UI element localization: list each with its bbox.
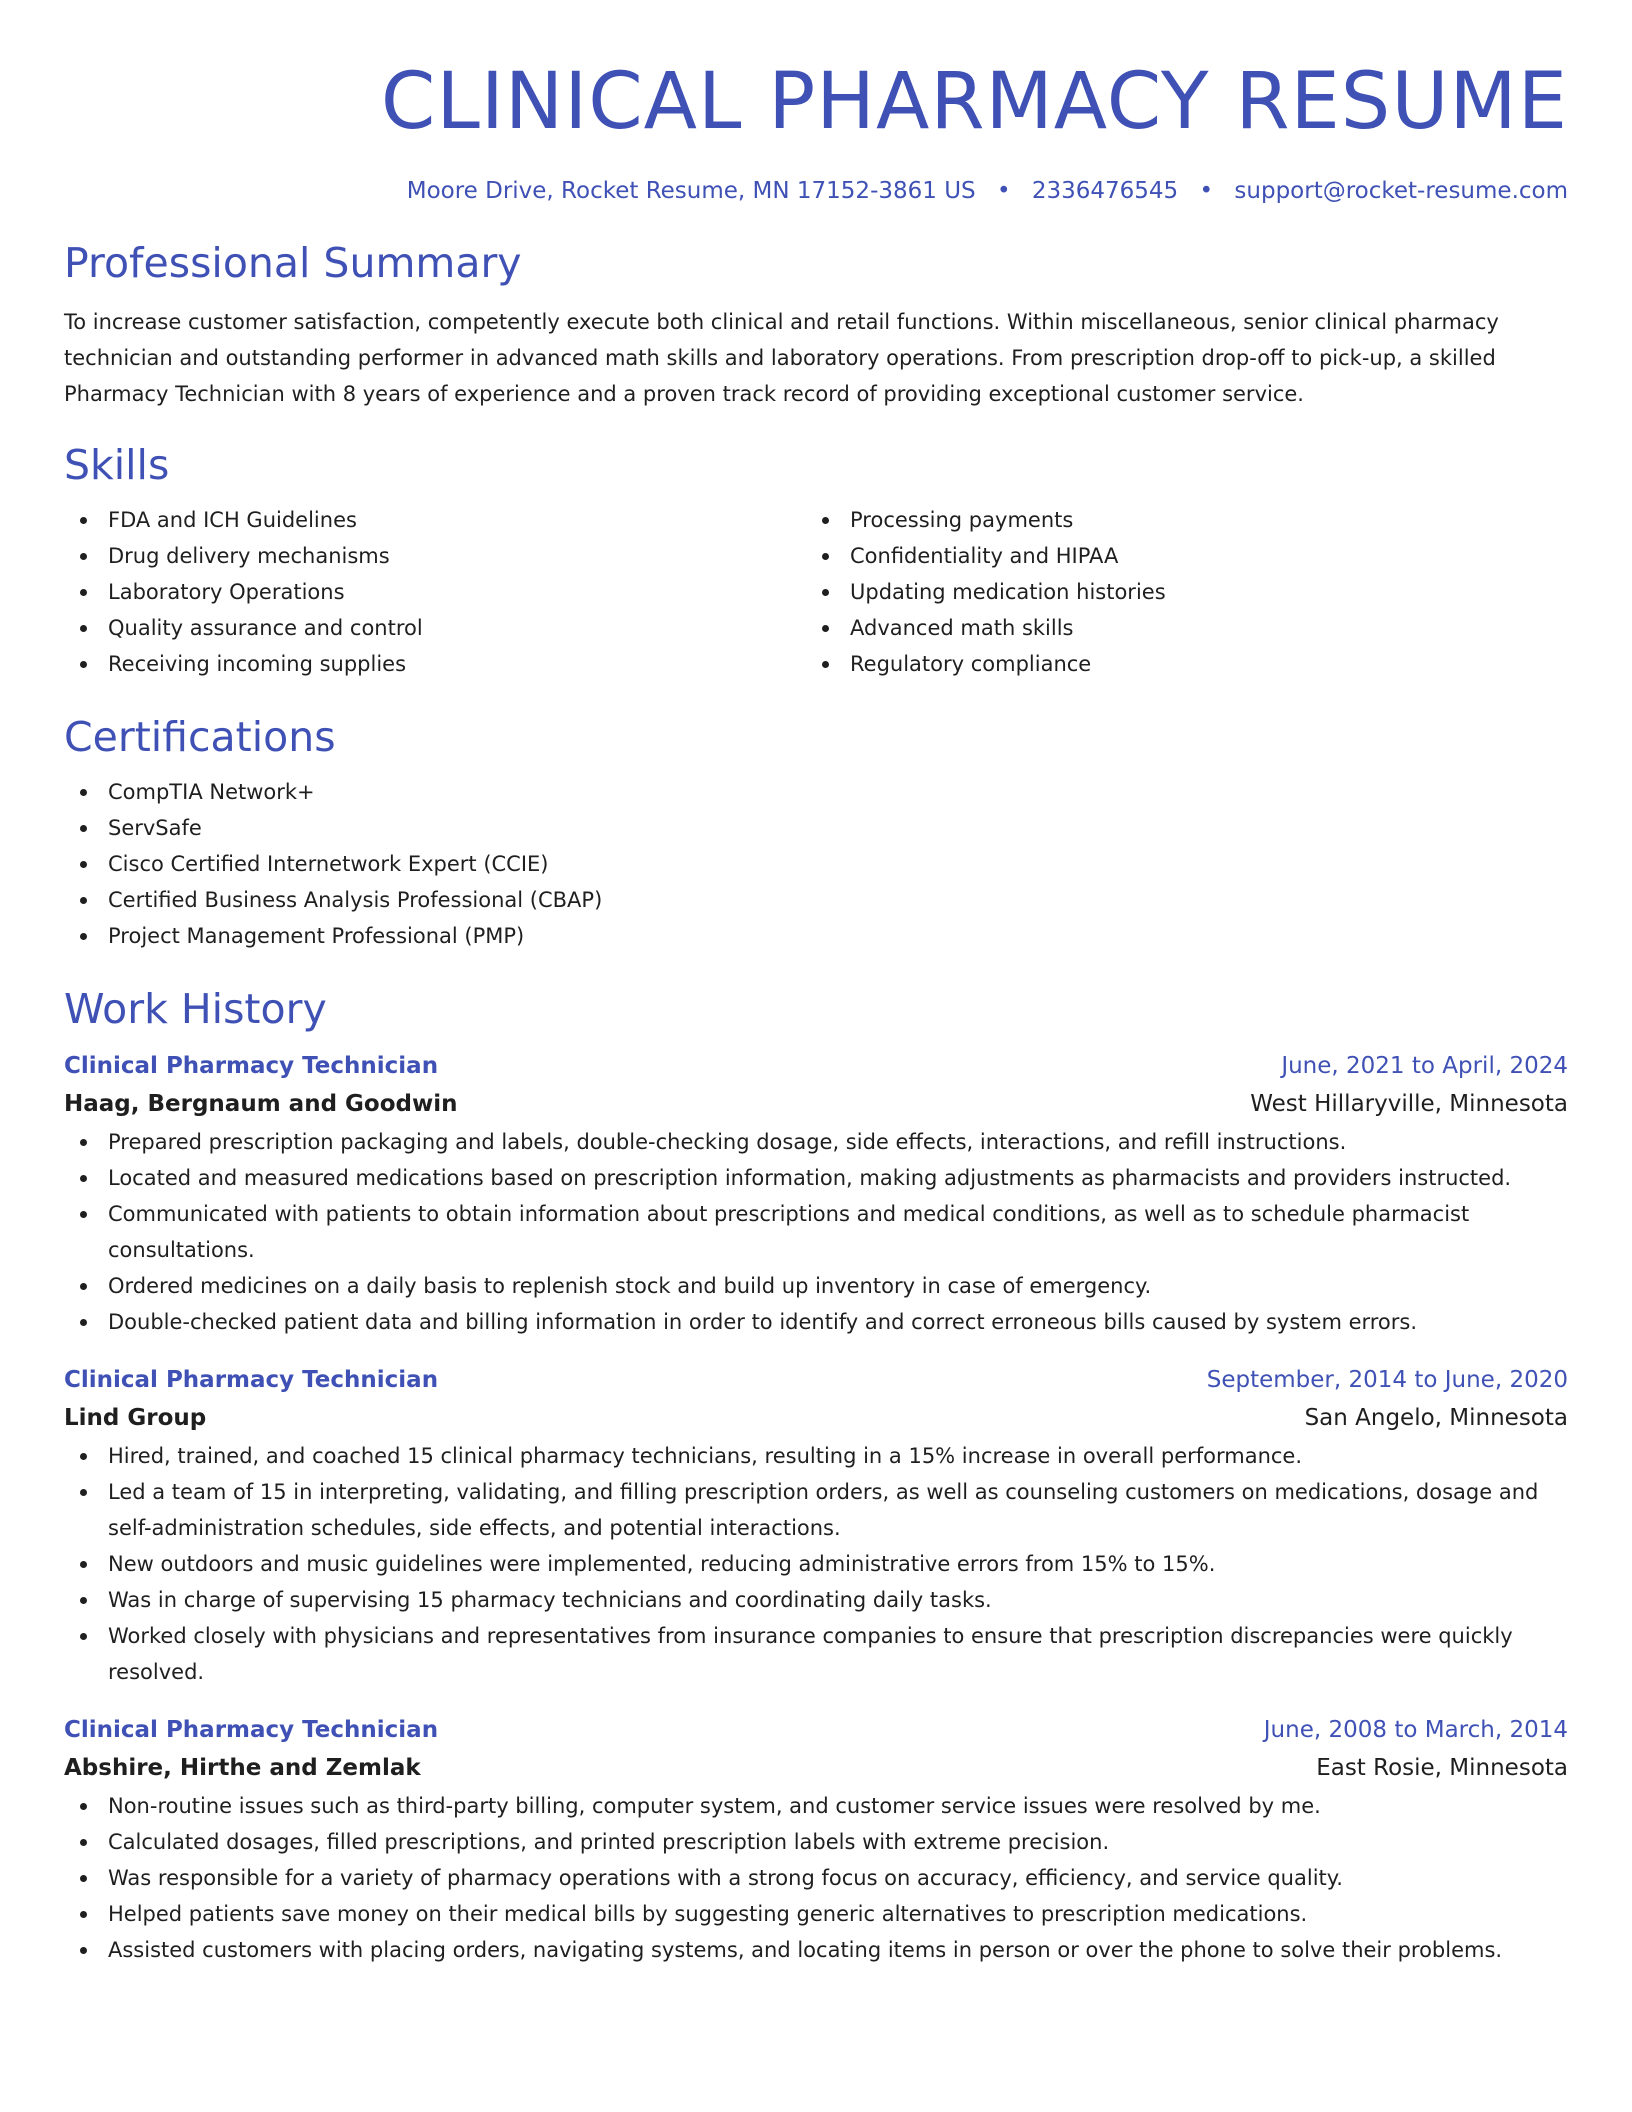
skills-grid	[64, 502, 1568, 682]
job-title-row	[64, 1712, 1568, 1748]
job-location: San Angelo, Minnesota	[1304, 1405, 1568, 1431]
certification-item: CompTIA Network+	[64, 774, 1568, 810]
job-bullet: Non-routine issues such as third-party billing, computer system, and customer service issues were resolved by me.	[64, 1788, 1568, 1824]
job-bullet: Double-checked patient data and billing information in order to identify and correct erroneous bills caused by system errors.	[64, 1304, 1568, 1340]
job-entry	[64, 1712, 1568, 1968]
job-bullet: Communicated with patients to obtain information about prescriptions and medical conditions, as well as to schedule pharmacist consultations.	[64, 1196, 1568, 1268]
summary-section	[64, 236, 1568, 412]
skill-item: Drug delivery mechanisms	[64, 538, 806, 574]
skill-item: Processing payments	[806, 502, 1548, 538]
contact-email[interactable]: support@rocket-resume.com	[1234, 178, 1568, 204]
work-history-section	[64, 982, 1568, 1968]
job-bullet: Was responsible for a variety of pharmacy operations with a strong focus on accuracy, efficiency, and service quality.	[64, 1860, 1568, 1896]
skills-section	[64, 438, 1568, 682]
job-company: Abshire, Hirthe and Zemlak	[64, 1755, 421, 1781]
skill-item: Quality assurance and control	[64, 610, 806, 646]
section-title-certifications: Certifications	[64, 713, 336, 761]
job-location: West Hillaryville, Minnesota	[1250, 1091, 1568, 1117]
skill-item: FDA and ICH Guidelines	[64, 502, 806, 538]
job-title: Clinical Pharmacy Technician	[64, 1367, 439, 1393]
job-bullet: Helped patients save money on their medical bills by suggesting generic alternatives to prescription medications.	[64, 1896, 1568, 1932]
contact-phone[interactable]: 2336476545	[1031, 178, 1179, 204]
resume-header	[64, 0, 1568, 206]
certification-item: Project Management Professional (PMP)	[64, 918, 1568, 954]
job-company-row	[64, 1748, 1568, 1788]
certifications-list	[64, 774, 1568, 954]
resume-title: CLINICAL PHARMACY RESUME	[380, 57, 1568, 147]
skills-column-right	[806, 502, 1548, 682]
job-company-row	[64, 1398, 1568, 1438]
skill-item: Advanced math skills	[806, 610, 1548, 646]
job-entry	[64, 1362, 1568, 1690]
certification-item: Certified Business Analysis Professional (CBAP)	[64, 882, 1568, 918]
skills-column-left	[64, 502, 806, 682]
skill-item: Updating medication histories	[806, 574, 1548, 610]
job-company-row	[64, 1084, 1568, 1124]
skill-item: Confidentiality and HIPAA	[806, 538, 1548, 574]
job-entry	[64, 1048, 1568, 1340]
job-company: Haag, Bergnaum and Goodwin	[64, 1091, 458, 1117]
job-bullet: Ordered medicines on a daily basis to replenish stock and build up inventory in case of emergency.	[64, 1268, 1568, 1304]
job-bullet: Worked closely with physicians and representatives from insurance companies to ensure that prescription discrepancies were quickly resolved.	[64, 1618, 1568, 1690]
job-company: Lind Group	[64, 1405, 207, 1431]
job-dates: September, 2014 to June, 2020	[1206, 1367, 1568, 1393]
job-title-row	[64, 1048, 1568, 1084]
section-title-skills: Skills	[64, 441, 170, 489]
certification-item: Cisco Certified Internetwork Expert (CCIE)	[64, 846, 1568, 882]
job-dates: June, 2008 to March, 2014	[1263, 1717, 1568, 1743]
skill-item: Laboratory Operations	[64, 574, 806, 610]
contact-separator: •	[1199, 178, 1214, 204]
section-title-summary: Professional Summary	[64, 239, 522, 287]
summary-text: To increase customer satisfaction, competently execute both clinical and retail functions. Within miscellaneous, senior clinical pharmacy technician and outstanding performer in advanced math skills and laboratory operations. From prescription drop-off to pick-up, a skilled Pharmacy Technician with 8 years of experience and a proven track record of providing exceptional customer service.	[64, 310, 1499, 406]
certifications-section	[64, 710, 1568, 954]
job-bullet: New outdoors and music guidelines were implemented, reducing administrative errors from 15% to 15%.	[64, 1546, 1568, 1582]
skill-item: Receiving incoming supplies	[64, 646, 806, 682]
job-bullet: Assisted customers with placing orders, navigating systems, and locating items in person or over the phone to solve their problems.	[64, 1932, 1568, 1968]
contact-line	[64, 176, 1568, 206]
job-bullet: Hired, trained, and coached 15 clinical pharmacy technicians, resulting in a 15% increase in overall performance.	[64, 1438, 1568, 1474]
job-title: Clinical Pharmacy Technician	[64, 1717, 439, 1743]
job-bullet: Led a team of 15 in interpreting, validating, and filling prescription orders, as well as counseling customers on medications, dosage and self-administration schedules, side effects, and potential interactions.	[64, 1474, 1568, 1546]
skill-item: Regulatory compliance	[806, 646, 1548, 682]
job-bullets	[64, 1438, 1568, 1690]
section-title-work-history: Work History	[64, 985, 327, 1033]
job-bullets	[64, 1124, 1568, 1340]
job-bullet: Located and measured medications based on prescription information, making adjustments as pharmacists and providers instructed.	[64, 1160, 1568, 1196]
certification-item: ServSafe	[64, 810, 1568, 846]
contact-separator: •	[996, 178, 1011, 204]
job-title: Clinical Pharmacy Technician	[64, 1053, 439, 1079]
job-title-row	[64, 1362, 1568, 1398]
job-location: East Rosie, Minnesota	[1316, 1755, 1568, 1781]
contact-address: Moore Drive, Rocket Resume, MN 17152-3861 US	[406, 178, 976, 204]
job-dates: June, 2021 to April, 2024	[1281, 1053, 1568, 1079]
job-bullet: Prepared prescription packaging and labels, double-checking dosage, side effects, interactions, and refill instructions.	[64, 1124, 1568, 1160]
job-bullets	[64, 1788, 1568, 1968]
job-bullet: Was in charge of supervising 15 pharmacy technicians and coordinating daily tasks.	[64, 1582, 1568, 1618]
job-bullet: Calculated dosages, filled prescriptions, and printed prescription labels with extreme precision.	[64, 1824, 1568, 1860]
